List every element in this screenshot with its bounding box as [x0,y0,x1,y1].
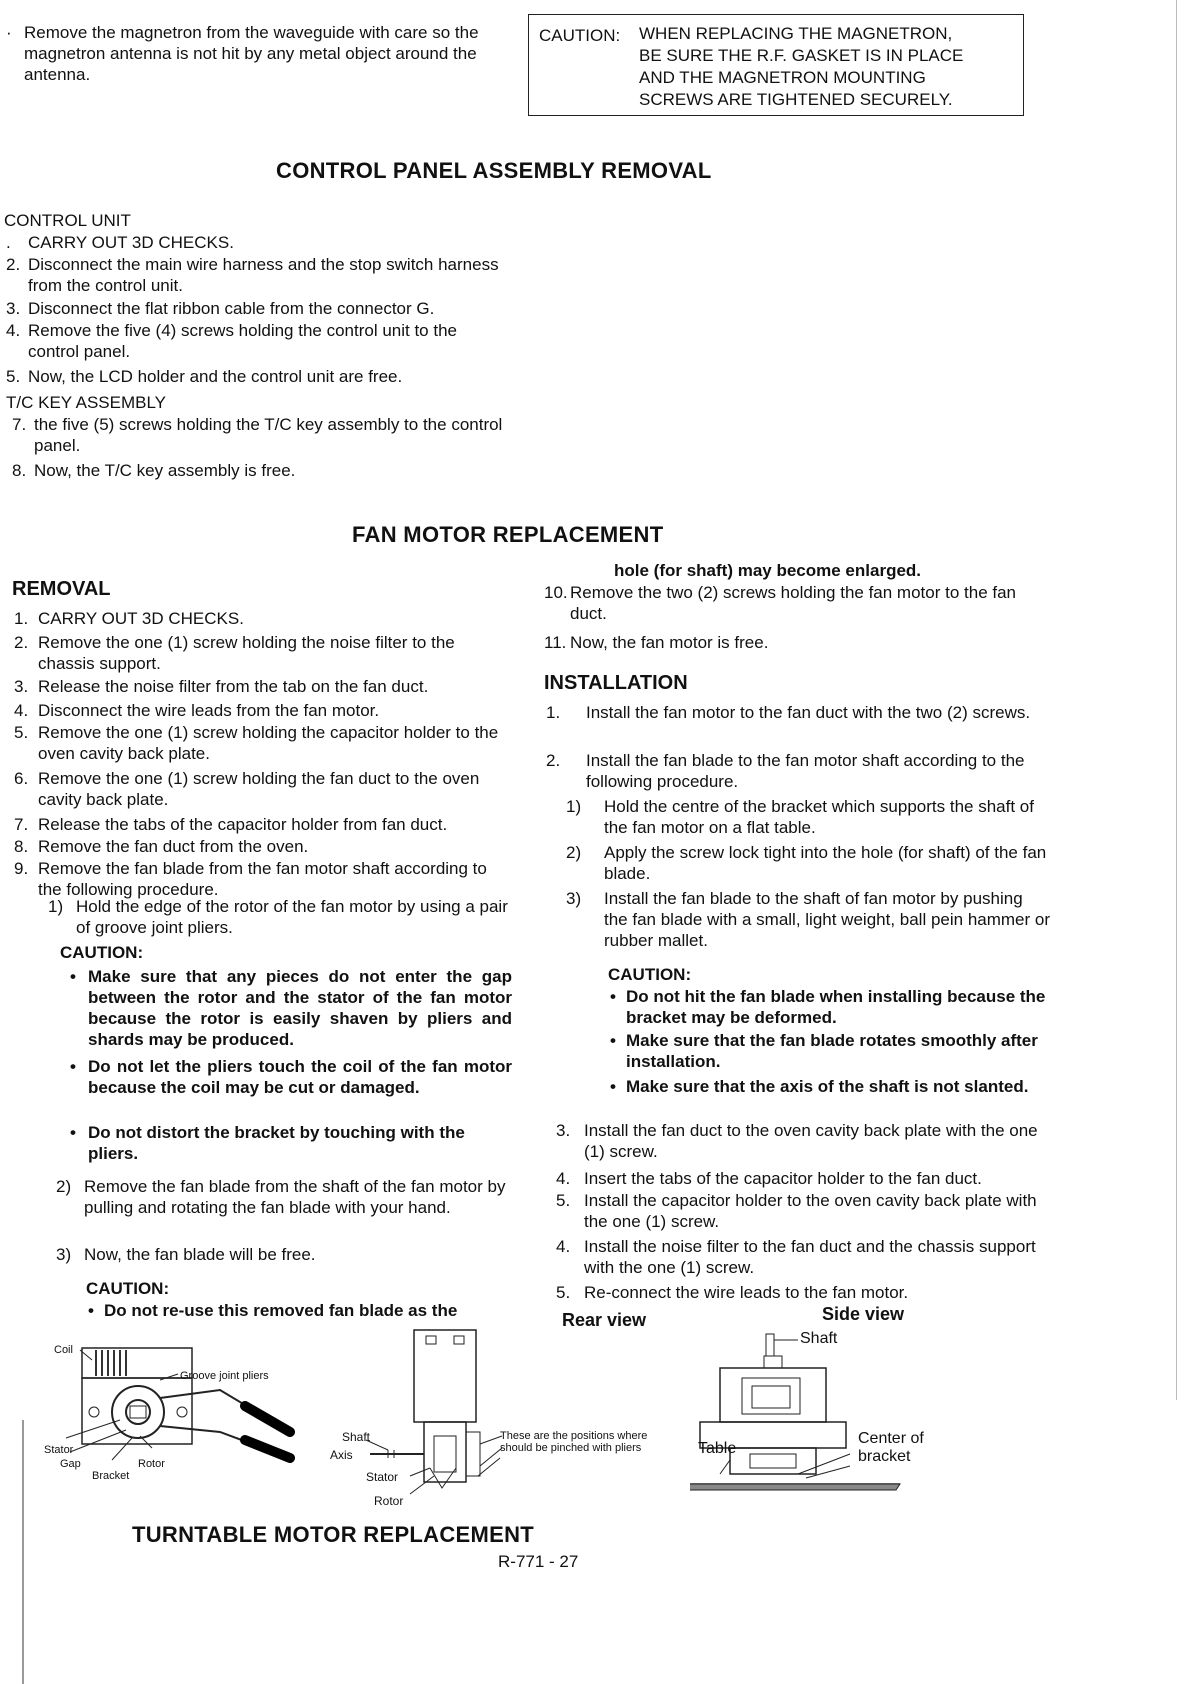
removal-step-10: 10. Remove the two (2) screws holding the fan motor to the fan duct. [544,583,1017,623]
scan-edge-left [22,1420,24,1684]
caution3-item: • Do not hit the fan blade when installing because the bracket may be deformed. [610,987,1046,1027]
axis-label: Axis [330,1448,353,1462]
rotor-label-2: Rotor [374,1494,404,1508]
shaft-label-3: Shaft [800,1330,838,1347]
removal-step: 6. Remove the one (1) screw holding the fan duct to the oven cavity back plate. [14,769,480,809]
removal-step: 2. Remove the one (1) screw holding the noise filter to the chassis support. [14,633,455,673]
caution2-continuation: hole (for shaft) may become enlarged. [614,561,922,580]
cp-step: 2. Disconnect the main wire harness and the stop switch harness from the control unit. [6,255,499,295]
caution3-item: • Make sure that the fan blade rotates smoothly after installation. [610,1031,1038,1071]
stator-label-2: Stator [366,1470,399,1484]
removal-step: 8. Remove the fan duct from the oven. [14,837,309,856]
caution1-label: CAUTION: [60,943,144,962]
figure-side-view [690,1326,1010,1506]
installation-heading: INSTALLATION [544,672,688,694]
install-step: 1. Install the fan motor to the fan duct with the two (2) screws. [546,703,1031,722]
side-view-diagram [690,1326,1010,1506]
caution-box-label: CAUTION: [539,26,621,45]
table-label: Table [698,1440,737,1457]
install-sub-step: 2) Apply the screw lock tight into the hole (for shaft) of the fan blade. [566,843,1047,883]
fan-motor-title: FAN MOTOR REPLACEMENT [352,522,664,547]
cp-step: 4. Remove the five (4) screws holding the control unit to the control panel. [6,321,457,361]
removal-sub-step: 3) Now, the fan blade will be free. [56,1245,316,1264]
caution-box-line: BE SURE THE R.F. GASKET IS IN PLACE [639,46,964,65]
page-number: R-771 - 27 [498,1552,579,1571]
removal-step: 4. Disconnect the wire leads from the fan motor. [14,701,380,720]
removal-step-11: 11. Now, the fan motor is free. [544,633,769,652]
install-step: 5. Install the capacitor holder to the oven cavity back plate with the one (1) screw. [556,1191,1037,1231]
coil-label: Coil [54,1344,73,1356]
magnetron-caution-box [528,14,1024,116]
removal-step: 7. Release the tabs of the capacitor holder from fan duct. [14,815,448,834]
caution3-item: • Make sure that the axis of the shaft is not slanted. [610,1077,1029,1096]
removal-sub-step: 1) Hold the edge of the rotor of the fan motor by using a pair of groove joint pliers. [48,897,508,937]
rear-view-label: Rear view [562,1310,647,1330]
pinch-positions-note: These are the positions where should be pinched with pliers [500,1430,648,1454]
install-sub-step: 1) Hold the centre of the bracket which supports the shaft of the fan motor on a flat table. [566,797,1034,837]
gap-label: Gap [60,1458,81,1470]
side-view-label: Side view [822,1304,905,1324]
shaft-label: Shaft [342,1430,371,1444]
rotor-label: Rotor [138,1458,165,1470]
install-step: 4. Insert the tabs of the capacitor holder to the fan duct. [556,1169,982,1188]
figure-rear-view [330,1326,660,1516]
scan-edge-right [1176,0,1177,1400]
intro-text: Remove the magnetron from the waveguide with care so the magnetron antenna is not hit by any metal object around the antenna. [24,23,479,84]
center-of-bracket-label: Center of bracket [858,1430,924,1465]
caution2-label: CAUTION: [86,1279,170,1298]
turntable-title: TURNTABLE MOTOR REPLACEMENT [132,1522,535,1547]
pliers-diagram [40,1340,330,1500]
control-panel-title: CONTROL PANEL ASSEMBLY REMOVAL [276,158,712,183]
install-step: 3. Install the fan duct to the oven cavity back plate with the one (1) screw. [556,1121,1038,1161]
tc-key-heading: T/C KEY ASSEMBLY [6,393,166,412]
removal-step: 9. Remove the fan blade from the fan motor shaft according to the following procedure. [14,859,487,899]
tc-step: 8. Now, the T/C key assembly is free. [12,461,296,480]
stator-label: Stator [44,1444,74,1456]
intro-step [6,22,496,85]
cp-step: 3. Disconnect the flat ribbon cable from the connector G. [6,299,435,318]
install-step: 5. Re-connect the wire leads to the fan motor. [556,1283,909,1302]
bracket-label: Bracket [92,1470,130,1482]
caution2-item: • Do not re-use this removed fan blade as the [88,1301,458,1320]
install-step: 2. Install the fan blade to the fan motor shaft according to the following procedure. [546,751,1025,791]
caution-box-line: WHEN REPLACING THE MAGNETRON, [639,24,953,43]
removal-step: 1. CARRY OUT 3D CHECKS. [14,609,244,628]
figure-pliers-grip [40,1340,330,1500]
caution3-label: CAUTION: [608,965,692,984]
removal-step: 5. Remove the one (1) screw holding the capacitor holder to the oven cavity back plate. [14,723,499,763]
cp-step: . CARRY OUT 3D CHECKS. [6,233,234,252]
tc-step: 7. the five (5) screws holding the T/C key assembly to the control panel. [12,415,503,455]
groove-pliers-label: Groove joint pliers [180,1370,269,1382]
caution-box-line: SCREWS ARE TIGHTENED SECURELY. [639,90,953,109]
caution1-item: • Make sure that any pieces do not enter the gap between the rotor and the stator of the fan motor because the rotor is easily shaven by pliers and shards may be produced. [70,967,512,1049]
intro-bullet: · [6,23,12,42]
caution1-item: • Do not distort the bracket by touching with the pliers. [70,1123,465,1163]
caution1-item: • Do not let the pliers touch the coil of the fan motor because the coil may be cut or damaged. [70,1057,512,1097]
removal-heading: REMOVAL [12,578,111,600]
removal-step: 3. Release the noise filter from the tab on the fan duct. [14,677,429,696]
removal-sub-step: 2) Remove the fan blade from the shaft of the fan motor by pulling and rotating the fan blade with your hand. [56,1177,506,1217]
caution-box-line: AND THE MAGNETRON MOUNTING [639,68,926,87]
control-unit-heading: CONTROL UNIT [4,211,131,230]
rear-view-diagram [330,1326,660,1516]
cp-step: 5. Now, the LCD holder and the control unit are free. [6,367,403,386]
install-step: 4. Install the noise filter to the fan duct and the chassis support with the one (1) screw. [556,1237,1036,1277]
install-sub-step: 3) Install the fan blade to the shaft of fan motor by pushing the fan blade with a small, light weight, ball pein hammer or rubber mallet. [566,889,1051,950]
